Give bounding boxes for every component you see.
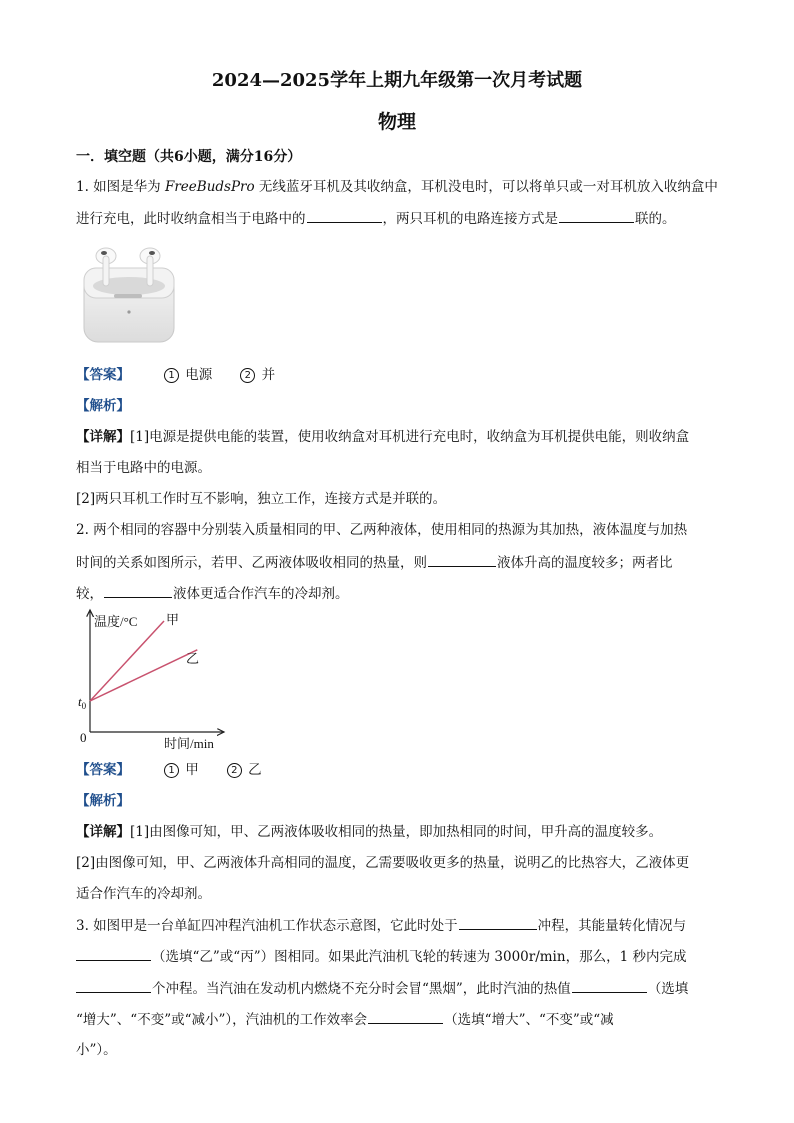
q1-line-1: 1. 如图是华为 FreeBudsPro 无线蓝牙耳机及其收纳盒，耳机没电时，可以将单只或一对耳机放入收纳盒中 [76,179,718,195]
section-heading: 一．填空题（共6小题，满分16分） [76,149,302,165]
series-line-yi [90,650,200,701]
series-label-jia: 甲 [166,612,180,627]
q2-answer: 【答案】 1 甲 2 乙 [76,762,262,778]
answer-blank[interactable] [559,208,634,223]
answer-blank[interactable] [76,978,151,993]
answer-blank[interactable] [368,1009,443,1024]
answer-blank[interactable] [572,978,647,993]
exam-title: 2024—2025学年上期九年级第一次月考试题 [211,70,583,91]
q1-detail-1: 【详解】[1]电源是提供电能的装置，使用收纳盒对耳机进行充电时，收纳盒为耳机提供电能，则收纳盒 [76,429,690,445]
q2-line-3: 较， 液体更适合作汽车的冷却剂。 [76,583,349,604]
q3-line-5: 小”）。 [76,1042,117,1058]
q3-line-1: 3. 如图甲是一台单缸四冲程汽油机工作状态示意图，它此时处于 冲程，其能量转化情况与 [76,915,686,936]
q1-analysis-tag: 【解析】 [76,398,130,414]
origin-label: 0 [80,730,87,745]
answer-blank[interactable] [307,208,382,223]
q3-line-4: “增大”、“不变”或“减小”），汽油机的工作效率会 （选填“增大”、“不变”或“减 [76,1009,614,1030]
q1-detail-2: [2]两只耳机工作时互不影响，独立工作，连接方式是并联的。 [76,491,447,507]
q1-answer: 【答案】 1 电源 2 并 [76,367,276,383]
q2-detail-2b: 适合作汽车的冷却剂。 [76,886,211,902]
series-line-jia [90,621,164,701]
q2-line-1: 2. 两个相同的容器中分别装入质量相同的甲、乙两种液体，使用相同的热源为其加热，液体温度与加热 [76,522,688,538]
subject-title: 物理 [377,111,416,133]
answer-blank[interactable] [459,915,537,930]
answer-blank[interactable] [76,946,151,961]
x-axis-label: 时间/min [164,736,214,751]
q2-detail-1: 【详解】[1]由图像可知，甲、乙两液体吸收相同的热量，即加热相同的时间，甲升高的温度较多。 [76,824,663,840]
y-axis-label: 温度/°C [94,614,138,629]
q3-line-2: （选填“乙”或“丙”）图相同。如果此汽油机飞轮的转速为 3000r/min，那么，1 秒内完成 [76,946,686,967]
q2-line-2: 时间的关系如图所示，若甲、乙两液体吸收相同的热量，则 液体升高的温度较多；两者比 [76,552,673,573]
earbuds-case-image [82,242,178,346]
q2-detail-2a: [2]由图像可知，甲、乙两液体升高相同的温度，乙需要吸收更多的热量，说明乙的比热容大，乙液体更 [76,855,690,871]
answer-blank[interactable] [428,552,496,567]
q1-line-2: 进行充电，此时收纳盒相当于电路中的 ，两只耳机的电路连接方式是 联的。 [76,208,676,229]
temperature-time-chart [74,606,234,754]
q1-detail-1b: 相当于电路中的电源。 [76,460,211,476]
q3-line-3: 个冲程。当汽油在发动机内燃烧不充分时会冒“黑烟”，此时汽油的热值 （选填 [76,978,688,999]
answer-blank[interactable] [104,583,172,598]
q2-analysis-tag: 【解析】 [76,793,130,809]
series-label-yi: 乙 [186,651,200,666]
t0-label: $t_0$ [78,694,87,711]
product-name: FreeBudsPro [164,179,255,195]
